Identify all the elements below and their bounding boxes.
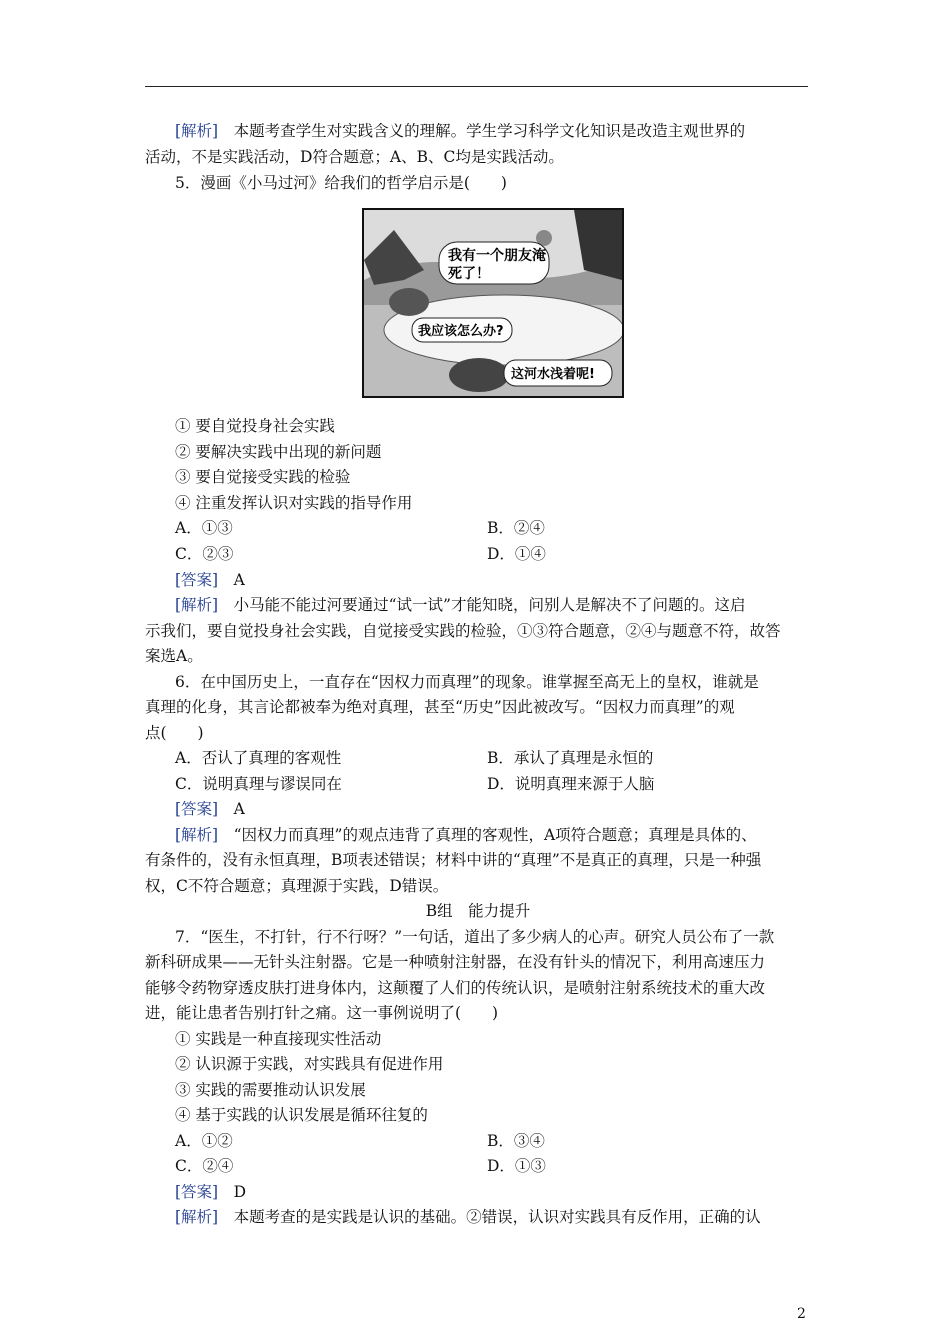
q7-option-d: D．①③ xyxy=(487,1157,546,1175)
q5-option-c: C．②③ xyxy=(175,545,234,563)
q6-line1: 6．在中国历史上，一直存在“因权力而真理”的现象。谁掌握至高无上的皇权，谁就是 xyxy=(175,673,759,691)
q7-line2: 新科研成果——无针头注射器。它是一种喷射注射器，在没有针头的情况下，利用高速压力 xyxy=(145,953,766,971)
page-number: 2 xyxy=(797,1306,806,1322)
q5-answer: [答案] A xyxy=(175,571,245,589)
q7-option-c: C．②④ xyxy=(175,1157,234,1175)
q7-line3: 能够令药物穿透皮肤打进身体内，这颠覆了人们的传统认识，是喷射注射系统技术的重大改 xyxy=(145,979,766,997)
q7-line4: 进，能让患者告别打针之痛。这一事例说明了( ) xyxy=(145,1004,499,1022)
analysis-4-line1: [解析] 本题考查学生对实践含义的理解。学生学习科学文化知识是改造主观世界的 xyxy=(175,122,746,140)
bubble-cow: 这河水浅着呢! xyxy=(511,367,595,382)
q5-analysis-line1: [解析] 小马能不能过河要通过“试一试”才能知晓，问别人是解决不了问题的。这启 xyxy=(175,596,746,614)
header-rule xyxy=(145,86,808,87)
q6-analysis-line2: 有条件的，没有永恒真理，B项表述错误；材料中讲的“真理”不是真正的真理，只是一种强 xyxy=(145,851,762,869)
q7-item-1: ① 实践是一种直接现实性活动 xyxy=(175,1030,382,1048)
cartoon-figure xyxy=(362,208,624,398)
q7-item-3: ③ 实践的需要推动认识发展 xyxy=(175,1081,366,1099)
q5-analysis-line2: 示我们，要自觉投身社会实践，自觉接受实践的检验，①③符合题意，②④与题意不符，故答 xyxy=(145,622,781,640)
question-5: 5．漫画《小马过河》给我们的哲学启示是( ) xyxy=(175,174,507,192)
bubble-horse: 我应该怎么办? xyxy=(418,324,504,339)
q6-option-c: C．说明真理与谬误同在 xyxy=(175,775,342,793)
q5-item-1: ① 要自觉投身社会实践 xyxy=(175,417,335,435)
q6-option-a: A．否认了真理的客观性 xyxy=(175,749,342,767)
q5-option-d: D．①④ xyxy=(487,545,546,563)
q5-item-2: ② 要解决实践中出现的新问题 xyxy=(175,443,382,461)
q6-analysis-line1: [解析] “因权力而真理”的观点违背了真理的客观性，A项符合题意；真理是具体的、 xyxy=(175,826,757,844)
q6-line2: 真理的化身，其言论都被奉为绝对真理，甚至“历史”因此被改写。“因权力而真理”的观 xyxy=(145,698,735,716)
q6-line3: 点( ) xyxy=(145,724,204,742)
q5-item-3: ③ 要自觉接受实践的检验 xyxy=(175,468,351,486)
q6-option-d: D．说明真理来源于人脑 xyxy=(487,775,655,793)
bubble-bird-line2: 死了！ xyxy=(448,266,490,282)
q7-line1: 7．“医生，不打针，行不行呀？”一句话，道出了多少病人的心声。研究人员公布了一款 xyxy=(175,928,775,946)
q7-option-b: B．③④ xyxy=(487,1132,545,1150)
analysis-4-line2: 活动，不是实践活动，D符合题意；A、B、C均是实践活动。 xyxy=(145,148,564,166)
q6-analysis-line3: 权，C不符合题意；真理源于实践，D错误。 xyxy=(145,877,449,895)
q7-item-2: ② 认识源于实践，对实践具有促进作用 xyxy=(175,1055,444,1073)
q7-option-a: A．①② xyxy=(175,1132,233,1150)
q5-option-b: B．②④ xyxy=(487,519,545,537)
q5-item-4: ④ 注重发挥认识对实践的指导作用 xyxy=(175,494,413,512)
q5-analysis-line3: 案选A。 xyxy=(145,647,203,665)
q5-option-a: A．①③ xyxy=(175,519,233,537)
section-b-heading: B组 能力提升 xyxy=(425,902,531,920)
bubble-bird-line1: 我有一个朋友淹 xyxy=(448,248,546,264)
q6-option-b: B．承认了真理是永恒的 xyxy=(487,749,654,767)
cartoon-illustration xyxy=(364,210,622,396)
q7-answer: [答案] D xyxy=(175,1183,247,1201)
q6-answer: [答案] A xyxy=(175,800,245,818)
q7-analysis-line1: [解析] 本题考查的是实践是认识的基础。②错误，认识对实践具有反作用，正确的认 xyxy=(175,1208,761,1226)
q7-item-4: ④ 基于实践的认识发展是循环往复的 xyxy=(175,1106,428,1124)
